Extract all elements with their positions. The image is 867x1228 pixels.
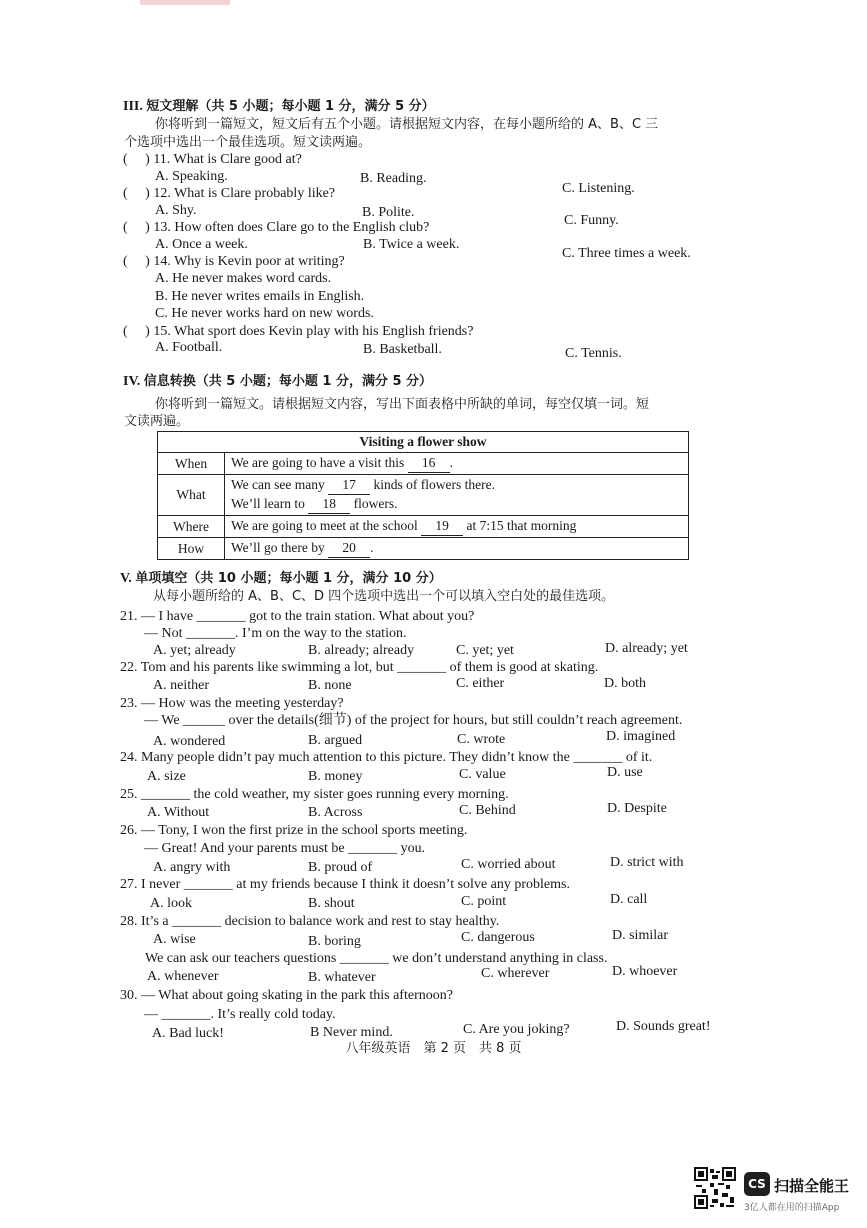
question-stem: 11. What is Clare good at?	[153, 152, 302, 167]
question-26-line-2: — Great! And your parents must be _______ you.	[144, 841, 426, 856]
section-3-title: 短文理解（共 5 小题；每小题 1 分，满分 5 分）	[146, 99, 435, 114]
option-a: A. wondered	[153, 734, 226, 749]
answer-bracket[interactable]: ( )	[123, 220, 150, 235]
table-row-how	[158, 538, 689, 560]
question-stem: 13. How often does Clare go to the English club?	[153, 220, 430, 235]
question-28: 28. It’s a _______ decision to balance work and rest to stay healthy.	[120, 914, 500, 929]
question-30-line-2: — _______. It’s really cold today.	[144, 1007, 336, 1022]
answer-bracket[interactable]: ( )	[123, 254, 150, 269]
question-11	[123, 151, 302, 168]
option-b: B. whatever	[308, 970, 376, 985]
section-3-number: III.	[123, 99, 143, 114]
option-a: A. size	[147, 769, 186, 784]
option-b: B. shout	[308, 896, 355, 911]
option-c: C. value	[459, 767, 506, 782]
row-content: We’ll go there by 20 .	[225, 538, 689, 560]
row-content: We are going to have a visit this 16 .	[225, 453, 689, 475]
option-d: D. call	[610, 892, 648, 907]
option-c: C. wrote	[457, 732, 506, 747]
option-a: A. Bad luck!	[152, 1026, 224, 1041]
answer-bracket[interactable]: ( )	[123, 186, 150, 201]
option-a: A. angry with	[153, 860, 231, 875]
blank-18[interactable]: 18	[308, 495, 350, 514]
option-b: B. Reading.	[360, 171, 427, 186]
question-15	[123, 323, 473, 340]
option-a: A. whenever	[147, 969, 219, 984]
option-d: D. both	[604, 676, 646, 691]
option-a: A. Speaking.	[155, 169, 228, 184]
question-30-line-1: 30. — What about going skating in the park this afternoon?	[120, 988, 453, 1003]
option-c: C. wherever	[481, 966, 550, 981]
question-29: We can ask our teachers questions _______ we don’t understand anything in class.	[145, 951, 608, 966]
table-row-where	[158, 516, 689, 538]
option-c: C. point	[461, 894, 507, 909]
question-27: 27. I never _______ at my friends because I think it doesn’t solve any problems.	[120, 877, 570, 892]
question-14	[123, 253, 345, 270]
option-d: D. similar	[612, 928, 668, 943]
question-21-line-2: — Not _______. I’m on the way to the station.	[144, 626, 407, 641]
option-c: C. He never works hard on new words.	[155, 306, 374, 321]
option-b: B. Across	[308, 805, 363, 820]
option-b: B. He never writes emails in English.	[155, 289, 365, 304]
question-25: 25. _______ the cold weather, my sister goes running every morning.	[120, 787, 509, 802]
row-content: We can see many 17 kinds of flowers there. We’ll learn to 18 flowers.	[225, 475, 689, 516]
row-content: We are going to meet at the school 19 at 7:15 that morning	[225, 516, 689, 538]
row-label: When	[158, 453, 225, 475]
option-c: C. dangerous	[461, 930, 535, 945]
option-d: D. Despite	[607, 801, 667, 816]
option-d: D. strict with	[610, 855, 684, 870]
question-23-line-1: 23. — How was the meeting yesterday?	[120, 696, 344, 711]
option-a: A. He never makes word cards.	[155, 271, 332, 286]
option-b: B Never mind.	[310, 1025, 393, 1040]
question-stem: 15. What sport does Kevin play with his English friends?	[153, 324, 474, 339]
option-b: B. Basketball.	[363, 342, 442, 357]
section-4-heading	[123, 373, 432, 390]
question-22: 22. Tom and his parents like swimming a lot, but _______ of them is good at skating.	[120, 660, 599, 675]
qr-code-icon	[694, 1167, 736, 1209]
option-a: A. Without	[147, 805, 210, 820]
section-5-instruction: 从每小题所给的 A、B、C、D 四个选项中选出一个可以填入空白处的最佳选项。	[153, 589, 615, 604]
option-c: C. Behind	[459, 803, 516, 818]
section-4-title: 信息转换（共 5 小题；每小题 1 分，满分 5 分）	[143, 374, 433, 389]
question-24: 24. Many people didn’t pay much attention to this picture. They didn’t know the _______ of it.	[120, 750, 653, 765]
option-d: D. already; yet	[605, 641, 688, 656]
option-c: C. either	[456, 676, 505, 691]
option-a: A. neither	[153, 678, 209, 693]
table-row-what	[158, 475, 689, 516]
question-13	[123, 219, 429, 236]
question-12	[123, 185, 335, 202]
question-stem: 14. Why is Kevin poor at writing?	[153, 254, 345, 269]
option-c: C. Three times a week.	[562, 246, 691, 261]
row-label: Where	[158, 516, 225, 538]
option-b: B. money	[308, 769, 363, 784]
option-b: B. boring	[308, 934, 361, 949]
option-d: D. use	[607, 765, 643, 780]
option-c: C. Tennis.	[565, 346, 622, 361]
question-23-line-2: — We ______ over the details(细节) of the project for hours, but still couldn’t reach agreement.	[144, 713, 683, 728]
row-label: How	[158, 538, 225, 560]
option-a: A. Football.	[155, 340, 223, 355]
option-c: C. Listening.	[562, 181, 635, 196]
section-4-instruction-1: 你将听到一篇短文。请根据短文内容，写出下面表格中所缺的单词，每空仅填一词。短	[155, 397, 650, 412]
option-c: C. worried about	[461, 857, 556, 872]
blank-17[interactable]: 17	[328, 476, 370, 495]
section-3-heading	[123, 98, 435, 115]
option-b: B. proud of	[308, 860, 373, 875]
option-a: A. wise	[153, 932, 196, 947]
option-b: B. Polite.	[362, 205, 415, 220]
row-label: What	[158, 475, 225, 516]
blank-16[interactable]: 16	[408, 454, 450, 473]
option-a: A. Shy.	[155, 203, 197, 218]
section-3-instruction-2: 个选项中选出一个最佳选项。短文读两遍。	[124, 135, 372, 150]
option-c: C. Funny.	[564, 213, 619, 228]
camscanner-logo-icon: CS	[744, 1172, 770, 1196]
option-d: D. whoever	[612, 964, 678, 979]
page-footer: 八年级英语 第 2 页 共 8 页	[345, 1041, 522, 1056]
question-stem: 12. What is Clare probably like?	[153, 186, 336, 201]
table-heading: Visiting a flower show	[158, 432, 689, 453]
option-b: B. Twice a week.	[363, 237, 460, 252]
answer-bracket[interactable]: ( )	[123, 152, 150, 167]
camscanner-name: 扫描全能王	[774, 1177, 850, 1195]
section-5-heading	[120, 570, 442, 587]
section-4-instruction-2: 文读两遍。	[124, 414, 190, 429]
flower-show-table	[157, 431, 689, 560]
option-d: D. Sounds great!	[616, 1019, 711, 1034]
table-row-when	[158, 453, 689, 475]
option-b: B. already; already	[308, 643, 415, 658]
question-21-line-1: 21. — I have _______ got to the train station. What about you?	[120, 609, 475, 624]
option-d: D. imagined	[606, 729, 676, 744]
camscanner-slogan: 3亿人都在用的扫描App	[744, 1203, 840, 1213]
section-4-number: IV.	[123, 374, 141, 389]
option-c: C. yet; yet	[456, 643, 514, 658]
top-edge-mark	[140, 0, 230, 5]
section-3-instruction-1: 你将听到一篇短文，短文后有五个小题。请根据短文内容，在每小题所给的 A、B、C 三	[155, 117, 659, 132]
option-a: A. Once a week.	[155, 237, 248, 252]
section-5-number: V.	[120, 571, 132, 586]
section-5-title: 单项填空（共 10 小题；每小题 1 分，满分 10 分）	[135, 571, 442, 586]
option-a: A. look	[150, 896, 192, 911]
option-b: B. none	[308, 678, 352, 693]
question-26-line-1: 26. — Tony, I won the first prize in the school sports meeting.	[120, 823, 468, 838]
answer-bracket[interactable]: ( )	[123, 324, 150, 339]
option-a: A. yet; already	[153, 643, 236, 658]
option-c: C. Are you joking?	[463, 1022, 570, 1037]
blank-19[interactable]: 19	[421, 517, 463, 536]
option-b: B. argued	[308, 733, 363, 748]
blank-20[interactable]: 20	[328, 539, 370, 558]
